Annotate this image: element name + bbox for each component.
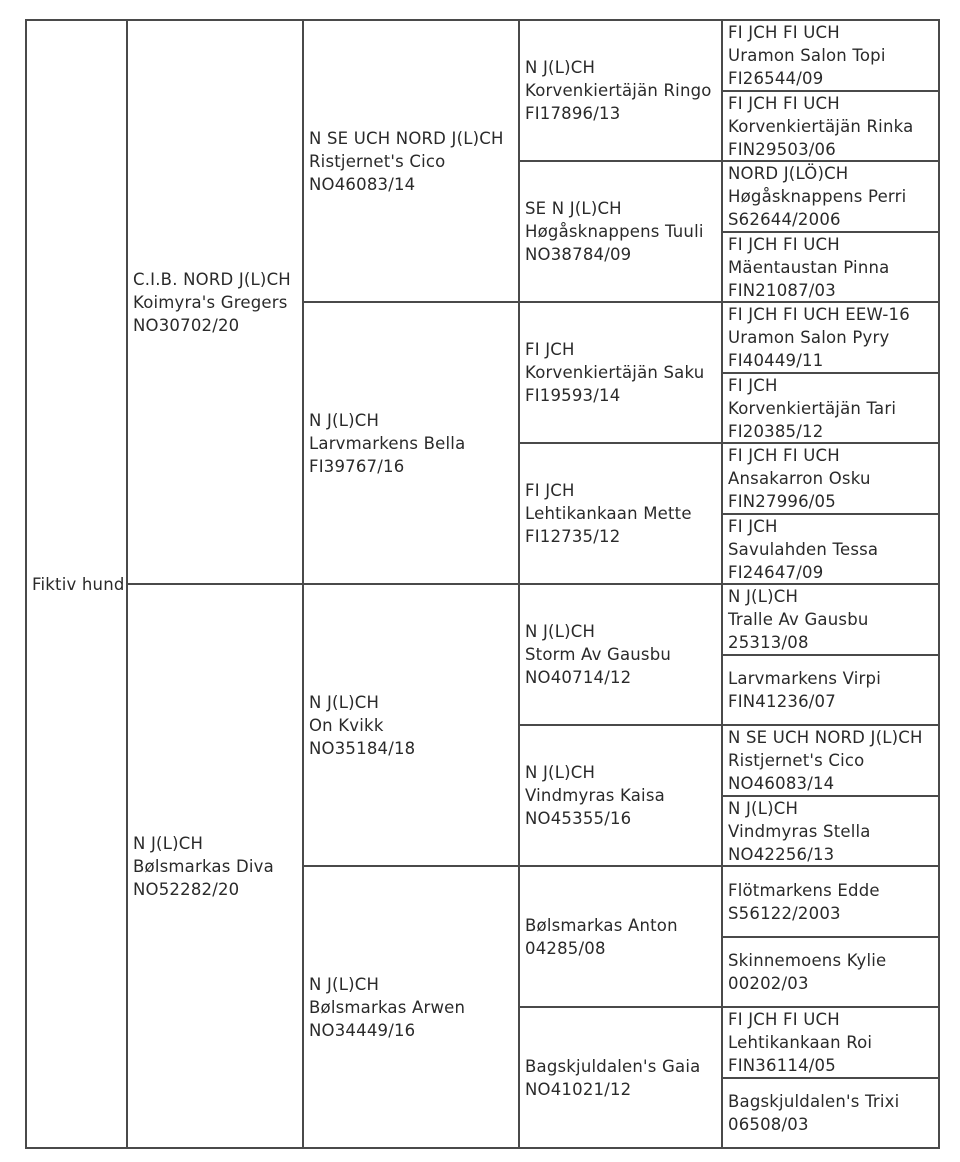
dog-name: Larvmarkens Virpi (728, 669, 881, 688)
dog-name: Korvenkiertäjän Ringo (525, 81, 712, 100)
dog-name: Lehtikankaan Mette (525, 504, 692, 523)
pedigree-subject-cell (27, 21, 128, 1149)
dog-registration: NO40714/12 (525, 668, 632, 687)
pedigree-cell-gen4 (723, 938, 940, 1008)
dog-name: Savulahden Tessa (728, 539, 879, 559)
pedigree-cell-gen4 (723, 797, 940, 867)
dog-titles: FI JCH (728, 375, 778, 395)
dog-name: Ristjernet's Cico (728, 751, 865, 770)
dog-titles: FI JCH FI UCH (728, 23, 840, 42)
pedigree-cell-gen3 (520, 162, 723, 303)
dog-name: Korvenkiertäjän Tari (728, 398, 897, 418)
dog-titles: N J(L)CH (525, 58, 596, 77)
pedigree-cell-gen1 (128, 21, 304, 585)
dog-name: Bølsmarkas Anton (525, 915, 678, 935)
dog-titles: N J(L)CH (309, 974, 380, 994)
dog-registration: FI39767/16 (309, 456, 405, 476)
pedigree-cell-gen4 (723, 21, 940, 92)
dog-registration: 04285/08 (525, 938, 606, 958)
dog-titles: FI JCH FI UCH (728, 234, 840, 254)
pedigree-cell-gen3 (520, 585, 723, 726)
dog-name: Høgåsknappens Tuuli (525, 222, 704, 241)
dog-name: Flötmarkens Edde (728, 880, 880, 900)
dog-registration: FI20385/12 (728, 421, 824, 441)
dog-registration: NO34449/16 (309, 1020, 416, 1040)
dog-name: Storm Av Gausbu (525, 645, 672, 664)
dog-name: Fiktiv hund (32, 574, 125, 594)
dog-registration: S56122/2003 (728, 903, 841, 923)
dog-name: Høgåsknappens Perri (728, 187, 907, 206)
pedigree-cell-gen2 (304, 303, 520, 585)
dog-name: Lehtikankaan Roi (728, 1033, 873, 1052)
dog-name: Bølsmarkas Arwen (309, 997, 466, 1017)
dog-titles: N J(L)CH (309, 410, 380, 430)
dog-titles: FI JCH (525, 340, 575, 359)
dog-registration: FIN36114/05 (728, 1056, 836, 1075)
dog-registration: 25313/08 (728, 633, 809, 652)
pedigree-cell-gen2 (304, 867, 520, 1149)
dog-titles: FI JCH FI UCH (728, 1010, 840, 1029)
dog-name: Uramon Salon Topi (728, 46, 886, 65)
dog-registration: NO46083/14 (728, 774, 835, 793)
dog-registration: FI24647/09 (728, 562, 824, 582)
dog-registration: FI12735/12 (525, 527, 621, 546)
dog-titles: N J(L)CH (525, 622, 596, 641)
pedigree-cell-gen4 (723, 585, 940, 656)
pedigree-cell-gen4 (723, 726, 940, 797)
dog-registration: NO38784/09 (525, 245, 632, 264)
dog-registration: FI26544/09 (728, 69, 824, 88)
pedigree-cell-gen4 (723, 92, 940, 162)
dog-titles: FI JCH FI UCH (728, 446, 840, 465)
dog-registration: NO41021/12 (525, 1079, 632, 1099)
dog-registration: NO35184/18 (309, 738, 416, 758)
pedigree-cell-gen4 (723, 162, 940, 233)
pedigree-cell-gen3 (520, 1008, 723, 1149)
dog-name: Vindmyras Kaisa (525, 786, 665, 805)
dog-registration: FIN21087/03 (728, 280, 836, 300)
pedigree-cell-gen3 (520, 867, 723, 1008)
dog-registration: FIN29503/06 (728, 139, 836, 159)
dog-registration: FI17896/13 (525, 104, 621, 123)
dog-registration: 00202/03 (728, 974, 809, 993)
dog-titles: FI JCH FI UCH EEW-16 (728, 305, 910, 324)
dog-name: Bagskjuldalen's Trixi (728, 1092, 900, 1111)
pedigree-table (25, 19, 940, 1149)
dog-name: Bagskjuldalen's Gaia (525, 1056, 701, 1076)
pedigree-cell-gen4 (723, 233, 940, 303)
pedigree-cell-gen3 (520, 21, 723, 162)
pedigree-cell-gen4 (723, 515, 940, 585)
dog-registration: NO42256/13 (728, 844, 835, 864)
dog-registration: NO46083/14 (309, 174, 416, 194)
dog-titles: FI JCH (525, 481, 575, 500)
dog-name: Bølsmarkas Diva (133, 856, 274, 876)
dog-titles: SE N J(L)CH (525, 199, 622, 218)
pedigree-cell-gen4 (723, 1008, 940, 1079)
dog-registration: FIN27996/05 (728, 492, 836, 511)
dog-titles: N J(L)CH (728, 587, 799, 606)
pedigree-cell-gen4 (723, 656, 940, 726)
pedigree-cell-gen3 (520, 303, 723, 444)
dog-name: Korvenkiertäjän Rinka (728, 116, 914, 136)
dog-registration: NO45355/16 (525, 809, 632, 828)
dog-name: On Kvikk (309, 715, 384, 735)
dog-titles: N SE UCH NORD J(L)CH (309, 128, 504, 148)
dog-name: Korvenkiertäjän Saku (525, 363, 705, 382)
dog-name: Mäentaustan Pinna (728, 257, 890, 277)
dog-name: Larvmarkens Bella (309, 433, 466, 453)
pedigree-cell-gen3 (520, 726, 723, 867)
dog-name: Koimyra's Gregers (133, 292, 288, 312)
dog-titles: N J(L)CH (133, 833, 204, 853)
pedigree-cell-gen2 (304, 21, 520, 303)
dog-titles: C.I.B. NORD J(L)CH (133, 269, 291, 289)
dog-titles: N SE UCH NORD J(L)CH (728, 728, 923, 747)
dog-registration: FI40449/11 (728, 351, 824, 370)
pedigree-cell-gen4 (723, 303, 940, 374)
dog-name: Uramon Salon Pyry (728, 328, 890, 347)
dog-name: Tralle Av Gausbu (728, 610, 869, 629)
dog-registration: FIN41236/07 (728, 692, 836, 711)
dog-titles: FI JCH (728, 516, 778, 536)
dog-name: Skinnemoens Kylie (728, 951, 887, 970)
dog-titles: N J(L)CH (728, 798, 799, 818)
pedigree-cell-gen4 (723, 374, 940, 444)
dog-registration: FI19593/14 (525, 386, 621, 405)
pedigree-cell-gen2 (304, 585, 520, 867)
dog-name: Ansakarron Osku (728, 469, 871, 488)
dog-registration: 06508/03 (728, 1115, 809, 1134)
pedigree-cell-gen4 (723, 867, 940, 938)
dog-registration: NO30702/20 (133, 315, 240, 335)
dog-titles: FI JCH FI UCH (728, 93, 840, 113)
dog-registration: S62644/2006 (728, 210, 841, 229)
pedigree-cell-gen4 (723, 1079, 940, 1149)
dog-name: Ristjernet's Cico (309, 151, 446, 171)
dog-titles: N J(L)CH (525, 763, 596, 782)
dog-titles: NORD J(LÖ)CH (728, 164, 849, 183)
dog-titles: N J(L)CH (309, 692, 380, 712)
dog-registration: NO52282/20 (133, 879, 240, 899)
pedigree-cell-gen3 (520, 444, 723, 585)
pedigree-cell-gen1 (128, 585, 304, 1149)
dog-name: Vindmyras Stella (728, 821, 871, 841)
pedigree-cell-gen4 (723, 444, 940, 515)
